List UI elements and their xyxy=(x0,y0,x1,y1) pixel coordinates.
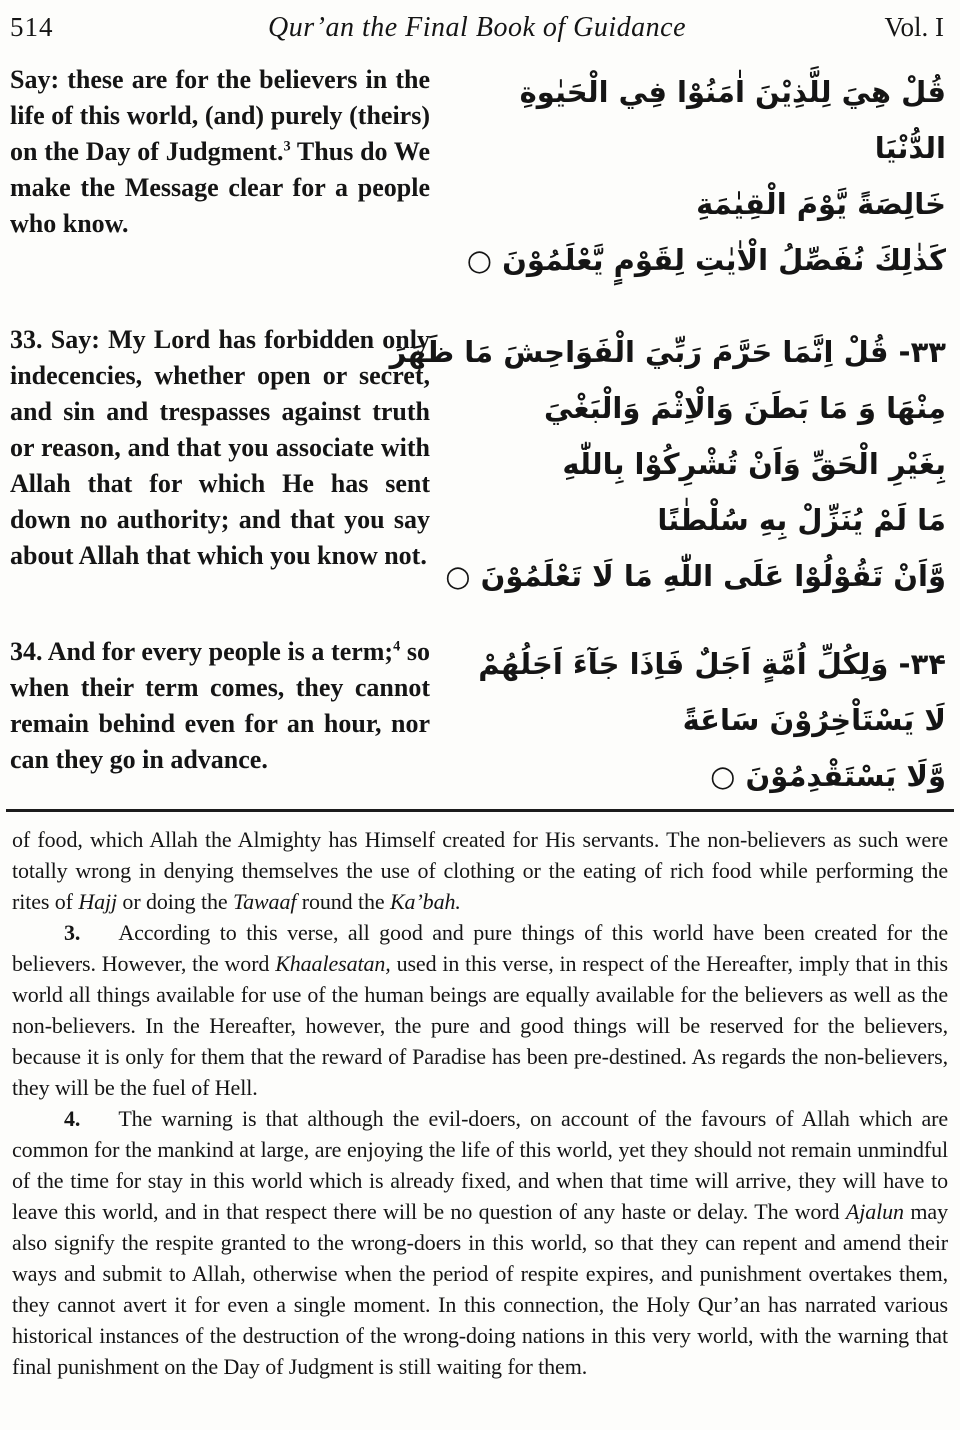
english-text: 34. And for every people is a term; xyxy=(10,637,394,666)
english-text: Say: these are for the believers in the life of this world, (and) purely (theirs) on the Day of Judgment. xyxy=(10,65,430,166)
arabic-line: خَالِصَةً يَّوْمَ الْقِيٰمَةِ xyxy=(696,187,946,221)
footnote-text: According to this verse, all good and pure things of this world have been created for the believers. However, the word xyxy=(12,920,948,976)
verse-block-32 xyxy=(10,62,946,288)
english-translation-34 xyxy=(10,634,430,804)
arabic-line: وَّلَا يَسْتَقْدِمُوْنَ ○ xyxy=(710,759,946,793)
footnote-number: 3. xyxy=(64,920,81,945)
term-kabah: Ka’bah. xyxy=(389,889,461,914)
term-ajalun: Ajalun xyxy=(845,1199,904,1224)
footnote-3 xyxy=(12,917,948,1103)
footnote-text: round the xyxy=(296,889,390,914)
footnote-continuation xyxy=(12,824,948,917)
arabic-line: وَّاَنْ تَقُوْلُوْا عَلَى اللّٰهِ مَا لَا تَعْلَمُوْنَ ○ xyxy=(445,559,946,593)
arabic-line: كَذٰلِكَ نُفَصِّلُ الْاٰيٰتِ لِقَوْمٍ يَّعْلَمُوْنَ ○ xyxy=(466,243,946,277)
arabic-line: مَا لَمْ يُنَزِّلْ بِهِ سُلْطٰنًا xyxy=(657,503,946,537)
page-header xyxy=(0,0,960,44)
term-hajj: Hajj xyxy=(78,889,118,914)
term-khaalesatan: Khaalesatan, xyxy=(275,951,391,976)
footnote-4 xyxy=(12,1103,948,1382)
footnote-text: or doing the xyxy=(117,889,233,914)
footnote-ref-3: 3 xyxy=(283,138,291,155)
footnote-text: may also signify the respite granted to the wrong-doers in this world, so that they can repent and amend their ways and submit to Allah, otherwise when the period of respite expires, and punishment overtakes them, they cannot avert it for even a single moment. In this connection, the Holy Qur’an has narrated various historical instances of the destruction of the wrong-doing nations in this very world, with the warning that final punishment on the Day of Judgment is still waiting for them. xyxy=(12,1199,948,1379)
arabic-line: ۳۳- قُلْ اِنَّمَا حَرَّمَ رَبِّيَ الْفَوَاحِشَ مَا ظَهَرَ xyxy=(389,335,946,369)
arabic-line: مِنْهَا وَ مَا بَطَنَ وَالْاِثْمَ وَالْبَغْيَ xyxy=(543,391,946,425)
footnote-ref-4: 4 xyxy=(393,638,401,655)
english-text: 33. Say: My Lord has forbidden only indecencies, whether open or secret, and sin and trespasses against truth or reason, and that you associate with Allah that for which He has sent down no authority; and that you say about Allah that which you know not. xyxy=(10,325,430,570)
english-text-cont: so when their term comes, they cannot remain behind even for an hour, nor can they go in advance. xyxy=(10,637,430,774)
footnotes-section xyxy=(0,812,960,1382)
arabic-verse-34 xyxy=(468,634,946,804)
volume-label: Vol. I xyxy=(884,12,944,42)
arabic-line: ۳۴- وَلِكُلِّ اُمَّةٍ اَجَلٌ فَاِذَا جَآءَ اَجَلُهُمْ xyxy=(478,647,946,681)
arabic-line: قُلْ هِيَ لِلَّذِيْنَ اٰمَنُوْا فِي الْحَيٰوةِ xyxy=(519,75,946,109)
arabic-line: الدُّنْيَا xyxy=(874,131,946,165)
verses-section xyxy=(0,62,960,804)
english-translation-33 xyxy=(10,322,430,604)
page-number: 514 xyxy=(10,12,54,42)
arabic-line: بِغَيْرِ الْحَقِّ وَاَنْ تُشْرِكُوْا بِاللّٰهِ xyxy=(562,447,946,481)
english-translation-32 xyxy=(10,62,430,288)
verse-block-33 xyxy=(10,322,946,604)
arabic-verse-33 xyxy=(389,322,946,604)
book-title: Qur’an the Final Book of Guidance xyxy=(267,12,686,43)
verse-block-34 xyxy=(10,634,946,804)
term-tawaaf: Tawaaf xyxy=(232,889,297,914)
footnote-number: 4. xyxy=(64,1106,81,1131)
footnote-text: The warning is that although the evil-doers, on account of the favours of Allah which are common for the mankind at large, are enjoying the life of this world, yet they should not remain unmindful of the time for stay in this world which is already fixed, and when that time will arrive, they will have to leave this world, and in that respect there will be no question of any haste or delay. The word xyxy=(12,1106,948,1224)
arabic-line: لَا يَسْتَاْخِرُوْنَ سَاعَةً xyxy=(682,703,946,737)
footnote-text: of food, which Allah the Almighty has Himself created for His servants. The non-believers as such were totally wrong in denying themselves the use of clothing or the eating of rich food while performing the rites of xyxy=(12,827,948,914)
footnote-text: used in this verse, in respect of the Hereafter, imply that in this world all things available for use of the human beings are equally available for the believers as well as the non-believers. In the Hereafter, however, the pure and good things will be reserved for the believers, because it is only for them that the reward of Paradise has been pre-destined. As regards the non-believers, they will be the fuel of Hell. xyxy=(12,951,948,1100)
arabic-verse-32 xyxy=(468,62,946,288)
english-text-cont: Thus do We make the Message clear for a people who know. xyxy=(10,137,430,238)
